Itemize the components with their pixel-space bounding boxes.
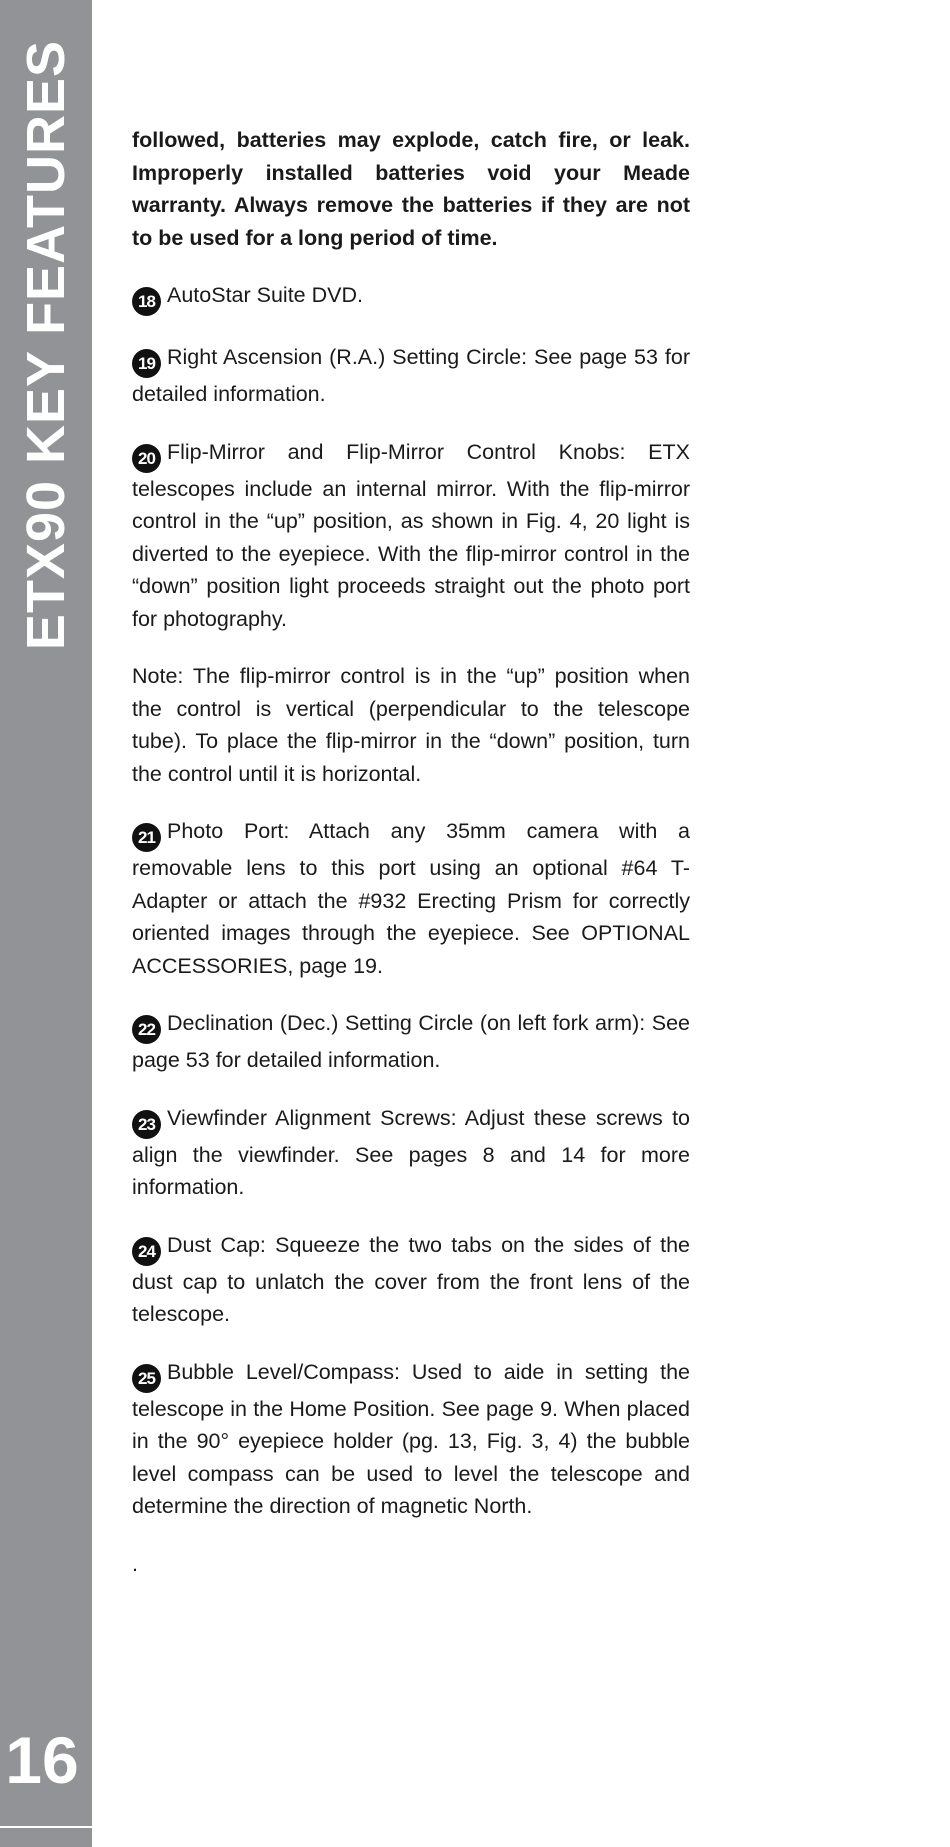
page-number-rule xyxy=(0,1826,92,1828)
feature-item-24 xyxy=(132,1229,690,1331)
feature-item-text: Viewfinder Alignment Screws: Adjust these screws to align the viewfinder. See pages 8 and 14 for more information. xyxy=(132,1105,690,1199)
number-25-badge: 25 xyxy=(132,1364,161,1393)
feature-item-text: Bubble Level/Compass: Used to aide in setting the telescope in the Home Position. See page 9. When placed in the 90° eyepiece holder (pg. 13, Fig. 3, 4) the bubble level compass can be used to level the telescope and determine the direction of magnetic North. xyxy=(132,1359,690,1518)
number-18-badge: 18 xyxy=(132,287,161,316)
flip-mirror-note xyxy=(132,660,690,790)
number-22-badge: 22 xyxy=(132,1015,161,1044)
battery-warning-paragraph: followed, batteries may explode, catch fire, or leak. Improperly installed batteries void your Meade warranty. Always remove the batteries if they are not to be used for a long period of time. xyxy=(132,128,690,250)
number-23-badge: 23 xyxy=(132,1110,161,1139)
feature-item-19 xyxy=(132,341,690,411)
number-21-badge: 21 xyxy=(132,823,161,852)
feature-item-20 xyxy=(132,436,690,636)
feature-item-22 xyxy=(132,1007,690,1077)
feature-item-text: Declination (Dec.) Setting Circle (on left fork arm): See page 53 for detailed information. xyxy=(132,1011,690,1072)
feature-item-text: Right Ascension (R.A.) Setting Circle: See page 53 for detailed information. xyxy=(132,345,690,406)
feature-item-text: Photo Port: Attach any 35mm camera with a removable lens to this port using an optional #64 T-Adapter or attach the #932 Erecting Prism for correctly oriented images through the eyepiece. See OPTIONAL ACCESSORIES, page 19. xyxy=(132,819,690,978)
feature-item-21 xyxy=(132,815,690,982)
trailing-period: . xyxy=(132,1551,138,1576)
page-number: 16 xyxy=(5,1723,79,1797)
feature-item-text: AutoStar Suite DVD. xyxy=(167,283,363,307)
section-title: ETX90 KEY FEATURES xyxy=(16,39,76,651)
body-text xyxy=(132,124,690,1580)
number-19-badge: 19 xyxy=(132,349,161,378)
feature-item-text: Dust Cap: Squeeze the two tabs on the sides of the dust cap to unlatch the cover from the front lens of the telescope. xyxy=(132,1232,690,1326)
sidebar-band xyxy=(0,0,92,1847)
feature-item-text: Flip-Mirror and Flip-Mirror Control Knobs: ETX telescopes include an internal mirror. With the flip-mirror control in the “up” position, as shown in Fig. 4, 20 light is diverted to the eyepiece. With the flip-mirror control in the “down” position light proceeds straight out the photo port for photography. xyxy=(132,439,690,631)
number-20-badge: 20 xyxy=(132,444,161,473)
feature-item-18 xyxy=(132,279,690,316)
feature-item-23 xyxy=(132,1102,690,1204)
feature-item-25 xyxy=(132,1356,690,1523)
note-text: Note: The flip-mirror control is in the “up” position when the control is vertical (perpendicular to the telescope tube). To place the flip-mirror in the “down” position, turn the control until it is horizontal. xyxy=(132,664,690,786)
number-24-badge: 24 xyxy=(132,1237,161,1266)
